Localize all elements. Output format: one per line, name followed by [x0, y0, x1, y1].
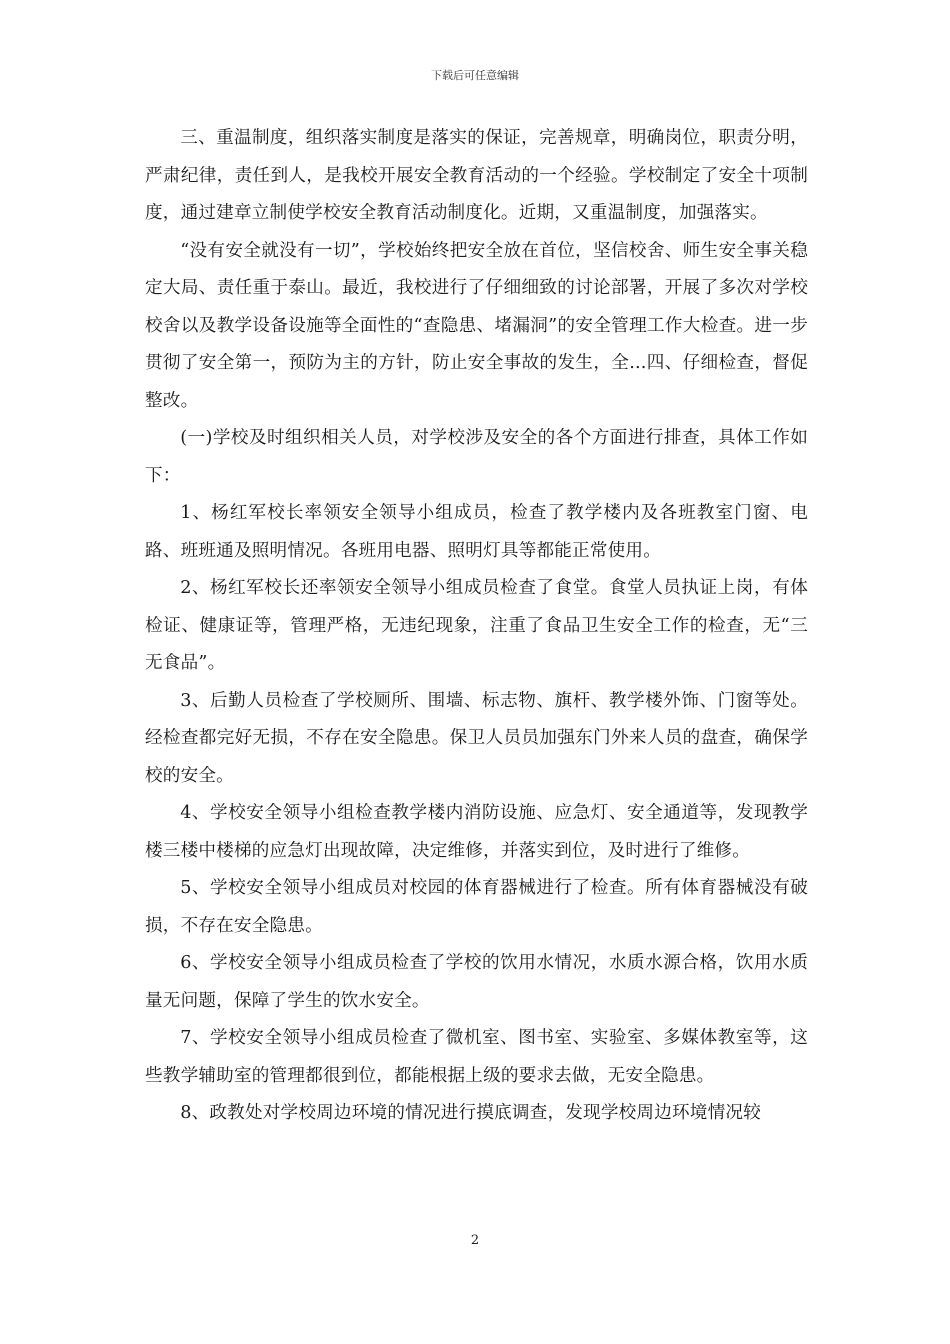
paragraph: 7、学校安全领导小组成员检查了微机室、图书室、实验室、多媒体教室等，这些教学辅助室的管理都很到位，都能根据上级的要求去做，无安全隐患。: [145, 1028, 808, 1086]
page-number: 2: [470, 1233, 480, 1248]
paragraph: 3、后勤人员检查了学校厕所、围墙、标志物、旗杆、教学楼外饰、门窗等处。经检查都完好无损，不存在安全隐患。保卫人员员加强东门外来人员的盘查，确保学校的安全。: [145, 690, 808, 786]
paragraph: 6、学校安全领导小组成员检查了学校的饮用水情况，水质水源合格，饮用水质量无问题，保障了学生的饮水安全。: [145, 953, 808, 1011]
paragraph: 4、学校安全领导小组检查教学楼内消防设施、应急灯、安全通道等，发现教学楼三楼中楼梯的应急灯出现故障，决定维修，并落实到位，及时进行了维修。: [145, 803, 808, 861]
paragraph: 1、杨红军校长率领安全领导小组成员，检查了教学楼内及各班教室门窗、电路、班班通及照明情况。各班用电器、照明灯具等都能正常使用。: [145, 503, 808, 561]
paragraph: 5、学校安全领导小组成员对校园的体育器械进行了检查。所有体育器械没有破损，不存在安全隐患。: [145, 878, 808, 936]
paragraph: 8、政教处对学校周边环境的情况进行摸底调查，发现学校周边环境情况较: [180, 1103, 761, 1123]
paragraph: (一)学校及时组织相关人员，对学校涉及安全的各个方面进行排查，具体工作如下：: [145, 428, 808, 486]
paragraph: 2、杨红军校长还率领安全领导小组成员检查了食堂。食堂人员执证上岗，有体检证、健康证等，管理严格，无违纪现象，注重了食品卫生安全工作的检查，无“三无食品”。: [145, 578, 808, 673]
document-body: [145, 120, 808, 1133]
page-header: 下载后可任意编辑: [431, 69, 519, 82]
paragraph: 三、重温制度，组织落实制度是落实的保证，完善规章，明确岗位，职责分明，严肃纪律，责任到人，是我校开展安全教育活动的一个经验。学校制定了安全十项制度，通过建章立制使学校安全教育活动制度化。近期，又重温制度，加强落实。: [145, 128, 808, 223]
paragraph: “没有安全就没有一切”，学校始终把安全放在首位，坚信校舍、师生安全事关稳定大局、责任重于泰山。最近，我校进行了仔细细致的讨论部署，开展了多次对学校校舍以及教学设备设施等全面性的“查隐患、堵漏洞”的安全管理工作大检查。进一步贯彻了安全第一，预防为主的方针，防止安全事故的发生，全...四、仔细检查，督促整改。: [145, 240, 808, 411]
